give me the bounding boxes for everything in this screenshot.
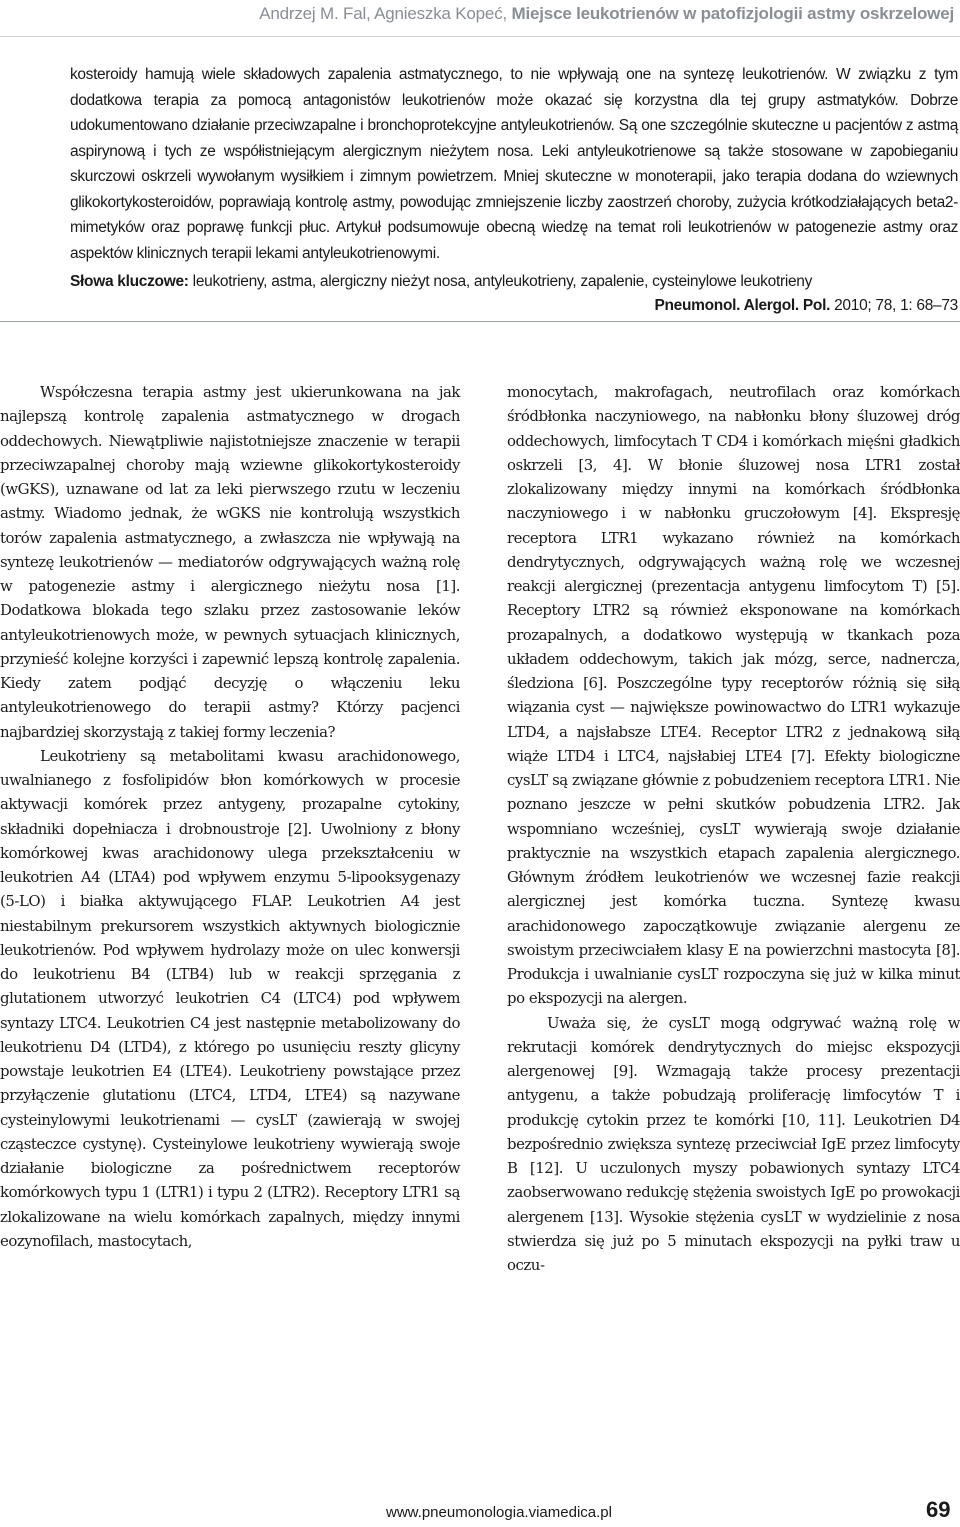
abstract-divider [0,321,960,322]
body-paragraph: Leukotrieny są metabolitami kwasu arachidonowego, uwalnianego z fosfolipidów błon komórkowych w procesie aktywacji komórek przez antygeny, prozapalne cytokiny, składniki dopełniacza i drobnoustroje [2]. Uwolniony z błony komórkowej kwas arachidonowy ulega przekształceniu w leukotrien A4 (LTA4) pod wpływem enzymu 5-lipooksygenazy (5-LO) i białka aktywującego FLAP. Leukotrien A4 jest niestabilnym prekursorem wszystkich aktywnych biologicznie leukotrienów. Pod wpływem hydrolazy może on ulec konwersji do leukotrienu B4 (LTB4) lub w reakcji sprzęgania z glutationem utworzyć leukotrien C4 (LTC4) pod wpływem syntazy LTC4. Leukotrien C4 jest następnie metabolizowany do leukotrienu D4 (LTD4), z którego po usunięciu reszty glicyny powstaje leukotrien E4 (LTE4). Leukotrieny powstające przez przyłączenie glutationu (LTC4, LTD4, LTE4) są nazywane cysteinylowymi leukotrienami — cysLT (zawierają w swojej cząsteczce cystynę). Cysteinylowe leukotrieny wywierają swoje działanie biologiczne za pośrednictwem receptorów komórkowych typu 1 (LTR1) i typu 2 (LTR2). Receptory LTR1 są zlokalizowane na wielu komórkach zapalnych, między innymi eozynofilach, mastocytach, [0,746,460,1250]
header-rule [0,36,960,37]
footer-url[interactable]: www.pneumonologia.viamedica.pl [386,1504,612,1521]
citation-details: 2010; 78, 1: 68–73 [830,297,958,314]
citation-journal: Pneumonol. Alergol. Pol. [654,297,831,314]
body-column-left [0,380,460,1253]
header-authors: Andrzej M. Fal, Agnieszka Kopeć, [259,4,512,23]
page-number: 69 [926,1497,951,1522]
keywords [70,270,958,294]
body-paragraph: Uważa się, że cysLT mogą odgrywać ważną rolę w rekrutacji komórek dendrytycznych do miejsc ekspozycji alergenowej [9]. Wzmagają także procesy prezentacji antygenu, a także pobudzają proliferację limfocytów T i produkcję cytokin przez te komórki [10, 11]. Leukotrien D4 bezpośrednio zwiększa syntezę przeciwciał IgE przez limfocyty B [12]. U uczulonych myszy pobawionych syntazy LTC4 zaobserwowano redukcję stężenia swoistych IgE po prowokacji alergenem [13]. Wysokie stężenia cysLT w wydzielinie z nosa stwierdza się już po 5 minutach ekspozycji na pyłki traw u oczu- [507,1013,960,1274]
body-paragraph: Współczesna terapia astmy jest ukierunkowana na jak najlepszą kontrolę zapalenia astmatycznego w drogach oddechowych. Niewątpliwie najistotniejsze znaczenie w terapii przeciwzapalnej choroby mają wziewne glikokortykosteroidy (wGKS), uznawane od lat za leki pierwszego rzutu w leczeniu astmy. Wiadomo jednak, że wGKS nie kontrolują wszystkich torów zapalenia astmatycznego, a zwłaszcza nie wpływają na syntezę leukotrienów — mediatorów odgrywających ważną rolę w patogenezie astmy i alergicznego nieżytu nosa [1]. Dodatkowa blokada tego szlaku przez zastosowanie leków antyleukotrienowych może, w pewnych sytuacjach klinicznych, przynieść kolejne korzyści i zapewnić lepszą kontrolę zapalenia. Kiedy zatem podjąć decyzję o włączeniu leku antyleukotrienowego do terapii astmy? Którzy pacjenci najbardziej skorzystają z takiej formy leczenia? [0,383,460,741]
citation [70,294,958,318]
running-header [60,4,954,24]
body-column-right [507,380,960,1277]
abstract-text: kosteroidy hamują wiele składowych zapalenia astmatycznego, to nie wpływają one na syntezę leukotrienów. W związku z tym dodatkowa terapia za pomocą antagonistów leukotrienów może okazać się korzystna dla tej grupy astmatyków. Dobrze udokumentowano działanie przeciwzapalne i bronchoprotekcyjne antyleukotrienów. Są one szczególnie skuteczne u pacjentów z astmą aspirynową i tych ze współistniejącym alergicznym nieżytem nosa. Leki antyleukotrienowe są także stosowane w zapobieganiu skurczowi oskrzeli wywołanym wysiłkiem i zimnym powietrzem. Mniej skuteczne w monoterapii, jako terapia dodana do wziewnych glikokortykosteroidów, poprawiają kontrolę astmy, powodując zmniejszenie liczby zaostrzeń choroby, zużycia krótkodziałających beta2-mimetyków oraz poprawę funkcji płuc. Artykuł podsumowuje obecną wiedzę na temat roli leukotrienów w patogenezie astmy oraz aspektów klinicznych terapii lekami antyleukotrienowymi. [70,66,958,262]
keywords-list: leukotrieny, astma, alergiczny nieżyt nosa, antyleukotrieny, zapalenie, cysteinylowe leukotrieny [188,273,813,290]
keywords-label: Słowa kluczowe: [70,273,189,290]
header-title: Miejsce leukotrienów w patofizjologii astmy oskrzelowej [511,4,954,23]
body-paragraph: monocytach, makrofagach, neutrofilach oraz komórkach śródbłonka naczyniowego, na nabłonku błony śluzowej dróg oddechowych, limfocytach T CD4 i komórkach mięśni gładkich oskrzeli [3, 4]. W błonie śluzowej nosa LTR1 został zlokalizowany między innymi na komórkach śródbłonka naczyniowego i w nabłonku gruczołowym [4]. Ekspresję receptora LTR1 wykazano również na komórkach dendrytycznych, odgrywających ważną rolę we wczesnej reakcji alergicznej (prezentacja antygenu limfocytom T) [5]. Receptory LTR2 są również eksponowane na komórkach prozapalnych, a dodatkowo występują w tkankach poza układem oddechowym, takich jak mózg, serce, nadnercza, śledziona [6]. Poszczególne typy receptorów różnią się siłą wiązania cyst — największe powinowactwo do LTR1 wykazuje LTD4, a najsłabsze LTE4. Receptor LTR2 z jednakową siłą wiąże LTD4 i LTC4, najsłabiej LTE4 [7]. Efekty biologiczne cysLT są związane głównie z pobudzeniem receptora LTR1. Nie poznano jeszcze w pełni skutków pobudzenia LTR2. Jak wspomniano wcześniej, cysLT wywierają swoje działanie praktycznie na wszystkich etapach zapalenia alergicznego. Głównym źródłem leukotrienów we wczesnej fazie reakcji alergicznej jest komórka tuczna. Syntezę kwasu arachidonowego zapoczątkowuje związanie alergenu ze swoistym przeciwciałem klasy E na powierzchni mastocyta [8]. Produkcja i uwalnianie cysLT rozpoczyna się już w kilka minut po ekspozycji na alergen. [507,383,960,1008]
